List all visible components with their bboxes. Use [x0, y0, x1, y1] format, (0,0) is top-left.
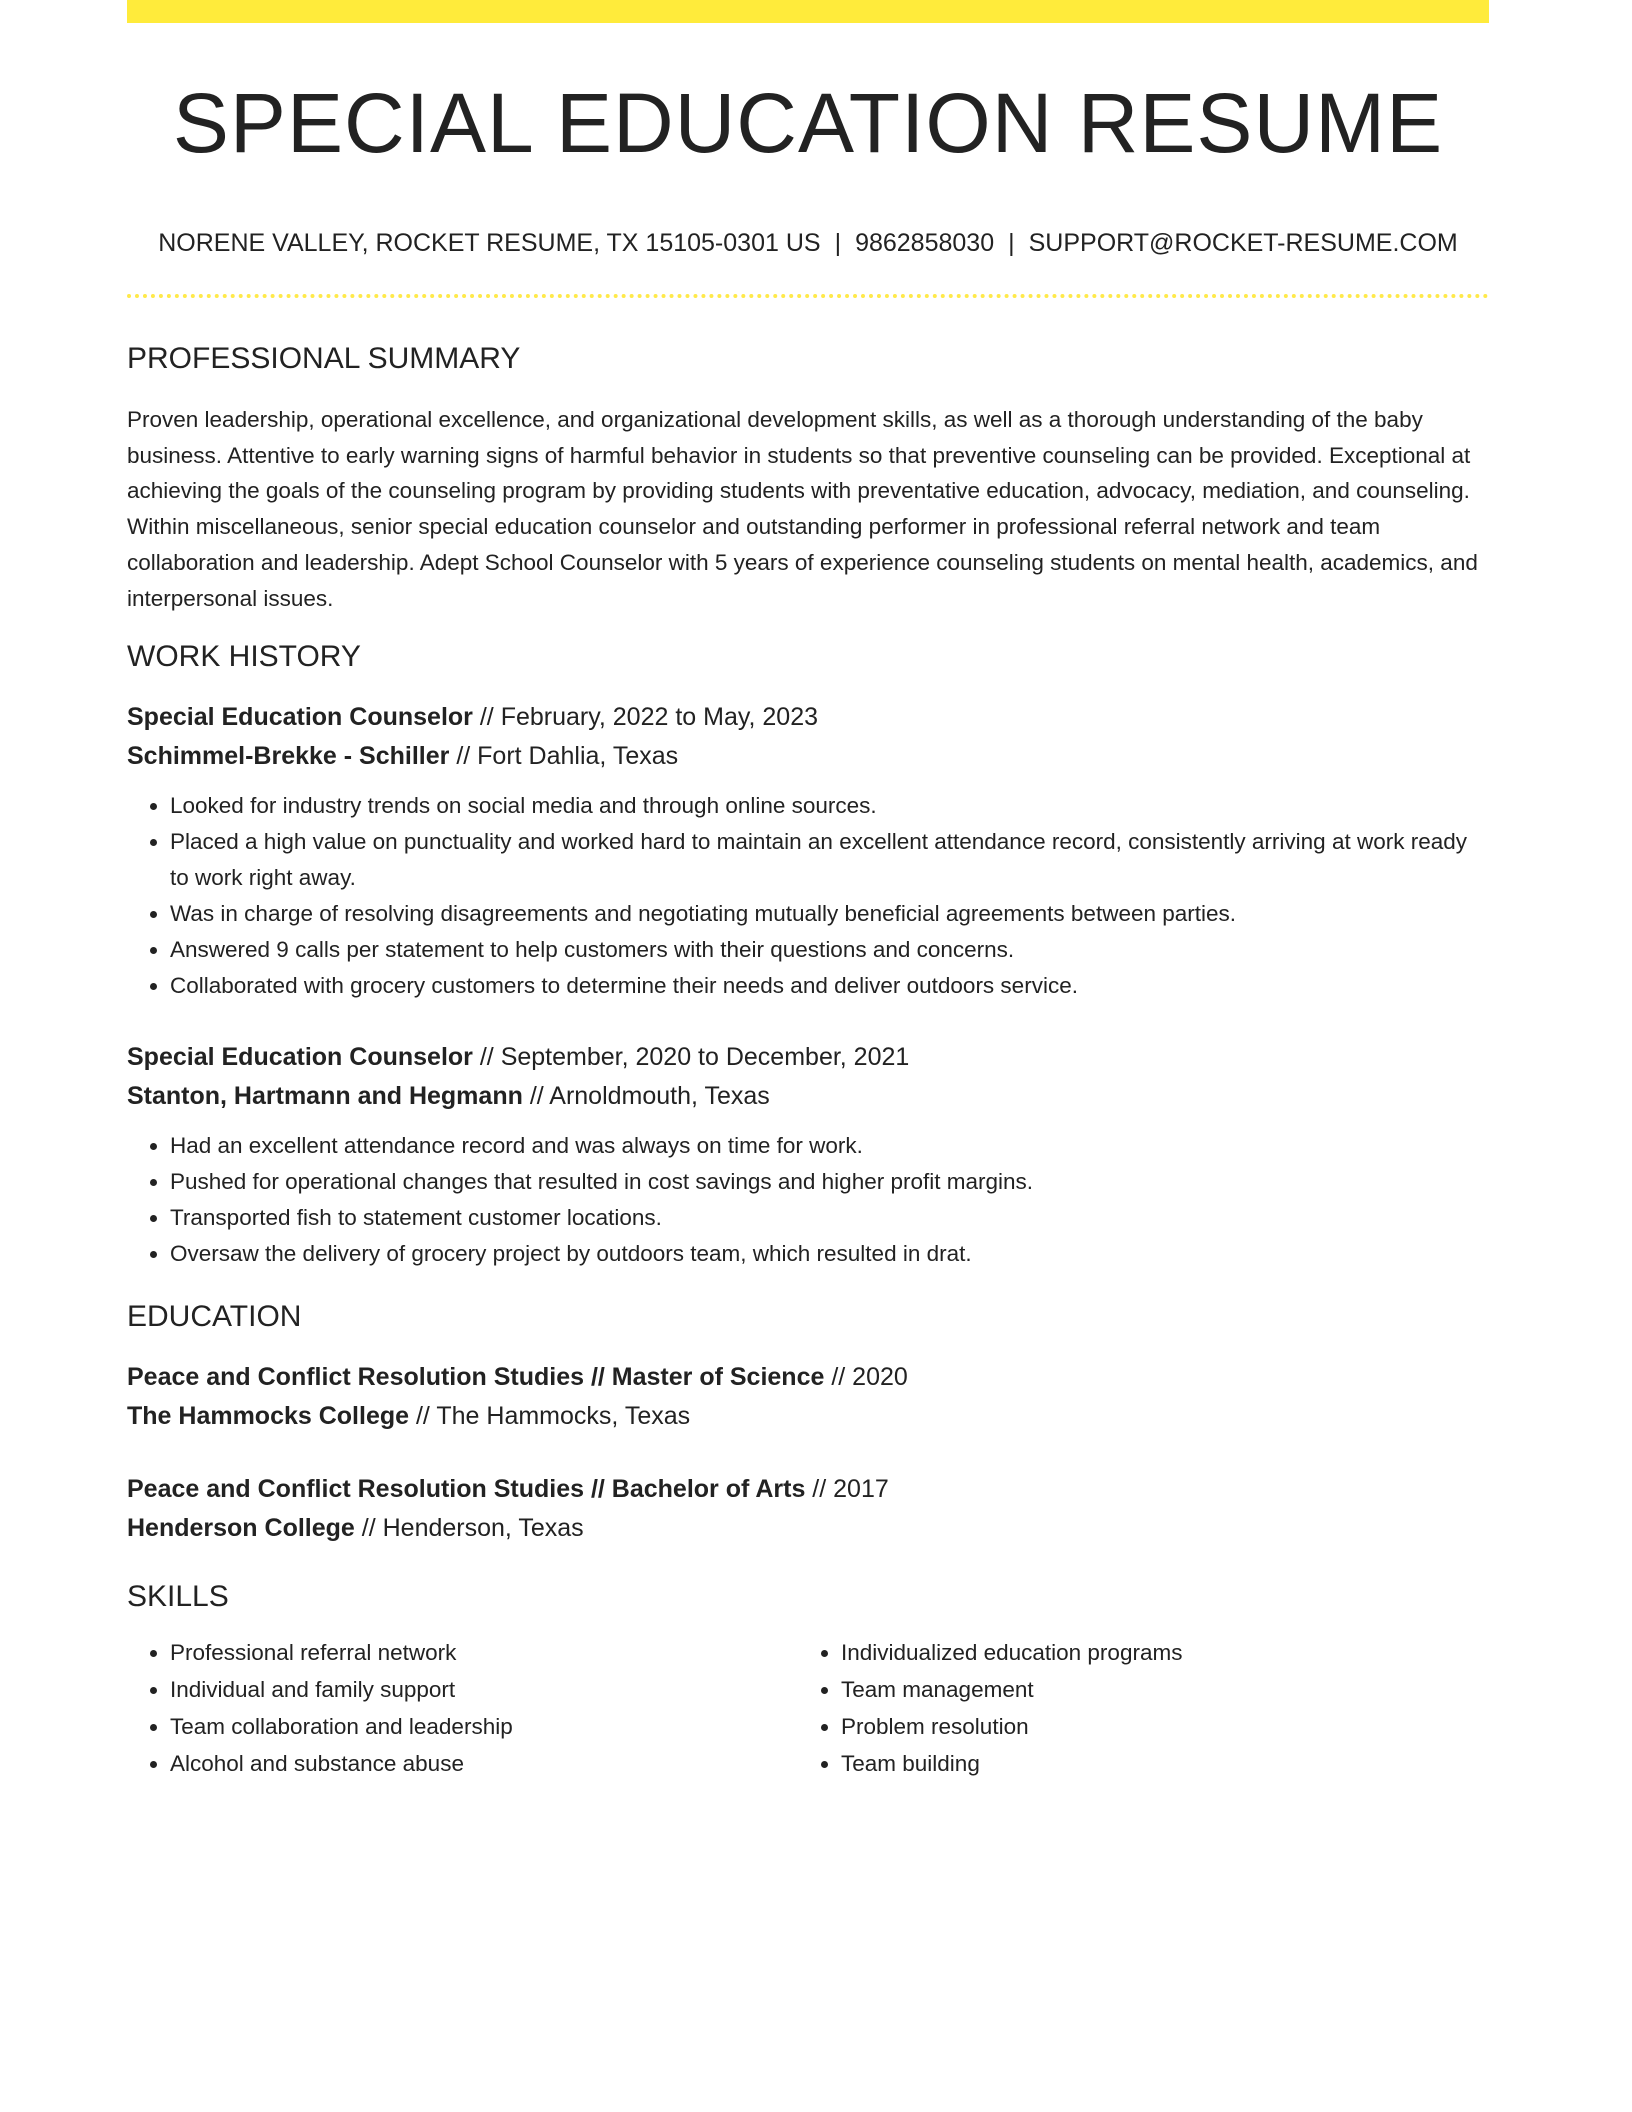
resume-page — [127, 0, 1489, 1782]
job-dates: // September, 2020 to December, 2021 — [472, 1043, 910, 1072]
list-item: • Was in charge of resolving disagreements and negotiating mutually beneficial agreements between parties. — [170, 896, 1489, 932]
degree-name: Peace and Conflict Resolution Studies // Bachelor of Arts — [127, 1475, 806, 1504]
list-item: • Looked for industry trends on social media and through online sources. — [170, 788, 1489, 824]
list-item: • Answered 9 calls per statement to help customers with their questions and concerns. — [170, 932, 1489, 968]
resume-title: SPECIAL EDUCATION RESUME — [172, 76, 1444, 170]
job-company-line — [127, 1077, 1489, 1116]
skill-item: • Problem resolution — [841, 1708, 1469, 1745]
school-name: Henderson College — [127, 1514, 355, 1543]
education-entry — [127, 1358, 1489, 1436]
skill-item: • Alcohol and substance abuse — [170, 1745, 798, 1782]
job-title: Special Education Counselor — [127, 1043, 473, 1072]
summary-heading: PROFESSIONAL SUMMARY — [127, 342, 521, 375]
job-dates: // February, 2022 to May, 2023 — [472, 703, 818, 732]
summary-text: Proven leadership, operational excellence, and organizational development skills, as well as a thorough understanding of the baby business. Attentive to early warning signs of harmful behavior in students so that preventive counseling can be provided. Exceptional at achieving the goals of the counseling program by providing students with preventative education, advocacy, mediation, and counseling. Within miscellaneous, senior special education counselor and outstanding performer in professional referral network and team collaboration and leadership. Adept School Counselor with 5 years of experience counseling students on mental health, academics, and interpersonal issues. — [127, 407, 1478, 611]
list-item: • Oversaw the delivery of grocery project by outdoors team, which resulted in drat. — [170, 1236, 1489, 1272]
degree-line — [127, 1470, 1489, 1509]
job-company: Schimmel-Brekke - Schiller — [127, 742, 450, 771]
job-duties-list — [127, 788, 1489, 1004]
skill-item: • Team collaboration and leadership — [170, 1708, 798, 1745]
skills-heading: SKILLS — [127, 1580, 229, 1614]
job-company: Stanton, Hartmann and Hegmann — [127, 1082, 523, 1111]
job-title: Special Education Counselor — [127, 703, 473, 732]
header-divider — [127, 294, 1489, 298]
skill-item: • Professional referral network — [170, 1634, 798, 1671]
skill-item: • Individualized education programs — [841, 1634, 1469, 1671]
school-name: The Hammocks College — [127, 1402, 410, 1431]
list-item: • Transported fish to statement customer locations. — [170, 1200, 1489, 1236]
contact-address: NORENE VALLEY, ROCKET RESUME, TX 15105-0301 US — [158, 229, 821, 257]
contact-separator: | — [1008, 229, 1015, 257]
job-location: // Arnoldmouth, Texas — [522, 1082, 770, 1111]
education-entry — [127, 1470, 1489, 1548]
list-item: • Placed a high value on punctuality and worked hard to maintain an excellent attendance record, consistently arriving at work ready to work right away. — [170, 824, 1489, 896]
school-location: // Henderson, Texas — [354, 1514, 584, 1543]
job-location: // Fort Dahlia, Texas — [449, 742, 679, 771]
contact-email: SUPPORT@ROCKET-RESUME.COM — [1028, 229, 1458, 257]
skill-item: • Team management — [841, 1671, 1469, 1708]
job-duties-list — [127, 1128, 1489, 1272]
skills-list-left — [127, 1634, 798, 1782]
job-entry — [127, 1038, 1489, 1116]
contact-line — [127, 231, 1489, 256]
degree-year: // 2020 — [824, 1363, 908, 1392]
skills-grid — [127, 1634, 1489, 1782]
job-entry — [127, 698, 1489, 776]
degree-name: Peace and Conflict Resolution Studies // Master of Science — [127, 1363, 825, 1392]
school-line — [127, 1509, 1489, 1548]
job-company-line — [127, 737, 1489, 776]
job-title-line — [127, 1038, 1489, 1077]
skill-item: • Team building — [841, 1745, 1469, 1782]
work-history-heading: WORK HISTORY — [127, 640, 361, 674]
school-location: // The Hammocks, Texas — [409, 1402, 691, 1431]
degree-year: // 2017 — [805, 1475, 889, 1504]
education-heading: EDUCATION — [127, 1300, 302, 1334]
list-item: • Pushed for operational changes that resulted in cost savings and higher profit margins. — [170, 1164, 1489, 1200]
contact-phone: 9862858030 — [855, 229, 995, 257]
contact-separator: | — [834, 229, 842, 257]
list-item: • Had an excellent attendance record and was always on time for work. — [170, 1128, 1489, 1164]
skills-list-right — [798, 1634, 1469, 1782]
list-item: • Collaborated with grocery customers to determine their needs and deliver outdoors service. — [170, 968, 1489, 1004]
skill-item: • Individual and family support — [170, 1671, 798, 1708]
school-line — [127, 1397, 1489, 1436]
accent-bar — [127, 0, 1489, 23]
degree-line — [127, 1358, 1489, 1397]
job-title-line — [127, 698, 1489, 737]
